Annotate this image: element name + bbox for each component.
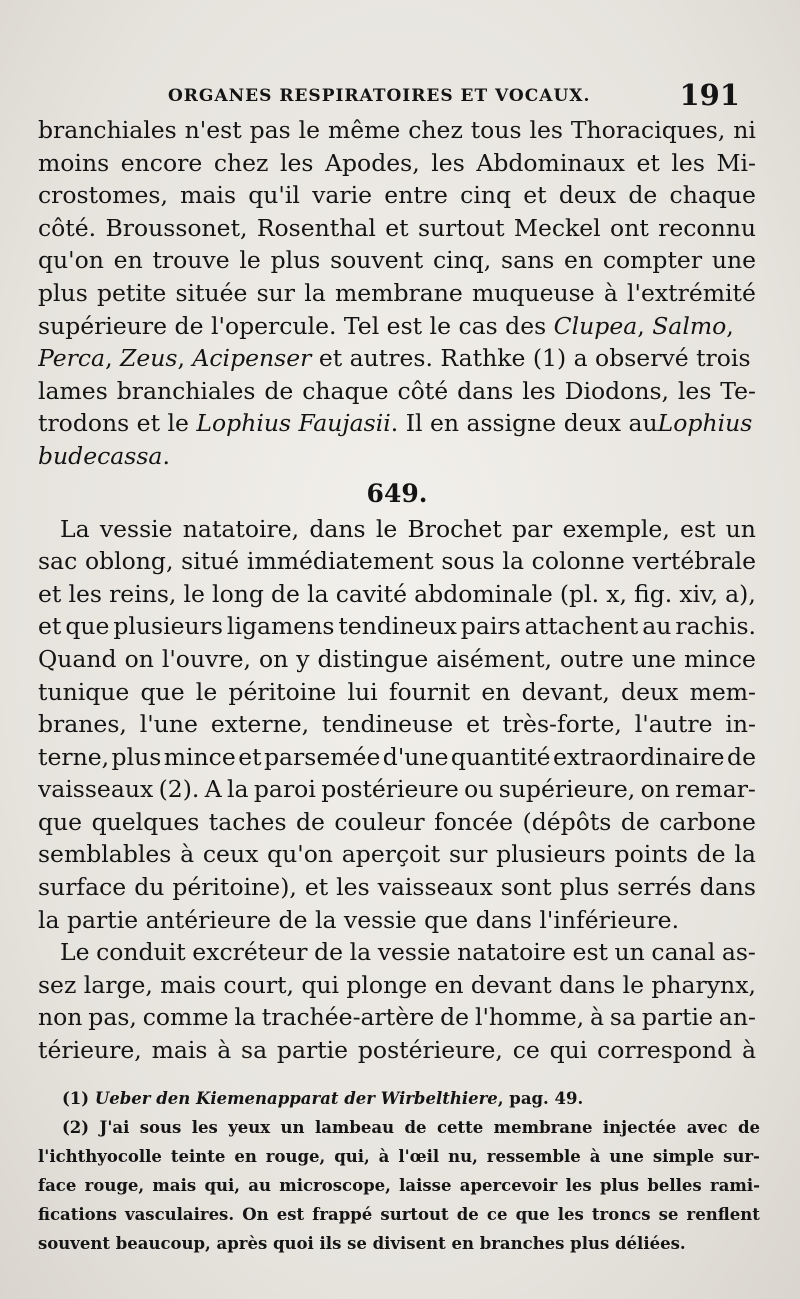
text-line: térieure, mais à sa partie postérieure, ce qui correspond à xyxy=(38,1036,756,1065)
text-line: plus petite située sur la membrane muqueuse à l'extrémité xyxy=(38,278,756,307)
text-line: côté. Broussonet, Rosenthal et surtout Meckel ont reconnu xyxy=(38,213,756,242)
footnotes xyxy=(38,1084,760,1258)
text-line: terne, plus mince et parsemée d'une quantité extraordinaire de xyxy=(38,742,756,771)
text-line: Le conduit excréteur de la vessie natatoire est un canal as- xyxy=(60,938,756,967)
text-line: qu'on en trouve le plus souvent cinq, sans en compter une xyxy=(38,246,756,275)
text-line: Perca , Zeus , Acipenser et autres. Rathke (1) a observé trois xyxy=(38,344,751,373)
text-line: sez large, mais court, qui plonge en devant dans le pharynx, xyxy=(38,970,756,999)
text-line: semblables à ceux qu'on aperçoit sur plusieurs points de la xyxy=(38,840,756,869)
running-head xyxy=(40,78,740,114)
text-line: trodons et le Lophius Faujasii . Il en assigne deux au Lophius xyxy=(38,409,753,438)
text-line: et que plusieurs ligamens tendineux pairs attachent au rachis. xyxy=(38,612,756,641)
footnote-1: (1) Ueber den Kiemenapparat der Wirbelthiere , pag. 49. xyxy=(62,1089,584,1108)
page-number: 191 xyxy=(679,78,740,112)
footnote-2-line: (2) J'ai sous les yeux un lambeau de cette membrane injectée avec de xyxy=(62,1118,760,1137)
text-line: et les reins, le long de la cavité abdominale (pl. x, fig. xiv, a), xyxy=(38,579,756,608)
text-line: moins encore chez les Apodes, les Abdominaux et les Mi- xyxy=(38,148,756,177)
text-line: supérieure de l'opercule. Tel est le cas des Clupea , Salmo , xyxy=(38,311,734,340)
text-line: branchiales n'est pas le même chez tous les Thoraciques, ni xyxy=(38,116,756,144)
text-line: branes, l'une externe, tendineuse et très-forte, l'autre in- xyxy=(38,710,756,739)
text-line: non pas, comme la trachée-artère de l'homme, à sa partie an- xyxy=(38,1003,756,1032)
footnote-2-line: l'ichthyocolle teinte en rouge, qui, à l'œil nu, ressemble à une simple sur- xyxy=(38,1147,760,1166)
text-line: lames branchiales de chaque côté dans les Diodons, les Te- xyxy=(38,376,756,405)
text-line: tunique que le péritoine lui fournit en devant, deux mem- xyxy=(38,677,756,706)
text-line: que quelques taches de couleur foncée (dépôts de carbone xyxy=(38,807,756,836)
section-number: 649. xyxy=(366,478,428,508)
footnote-2-line: face rouge, mais qui, au microscope, laisse apercevoir les plus belles rami- xyxy=(38,1176,760,1195)
body-text xyxy=(38,114,756,1067)
text-line: crostomes, mais qu'il varie entre cinq et deux de chaque xyxy=(38,181,756,210)
text-line: la partie antérieure de la vessie que dans l'inférieure. xyxy=(38,905,680,934)
footnote-2-line: souvent beaucoup, après quoi ils se divisent en branches plus déliées. xyxy=(38,1234,686,1253)
footnote-2-line: fications vasculaires. On est frappé surtout de ce que les troncs se renflent xyxy=(38,1205,760,1224)
running-title: ORGANES RESPIRATOIRES ET VOCAUX. xyxy=(168,86,591,106)
text-line: budecassa . xyxy=(38,441,170,470)
text-line: Quand on l'ouvre, on y distingue aisément, outre une mince xyxy=(38,644,756,673)
text-line: surface du péritoine), et les vaisseaux sont plus serrés dans xyxy=(38,873,756,902)
text-line: vaisseaux (2). A la paroi postérieure ou supérieure, on remar- xyxy=(38,775,756,804)
text-line: La vessie natatoire, dans le Brochet par exemple, est un xyxy=(60,514,756,543)
text-line: sac oblong, situé immédiatement sous la colonne vertébrale xyxy=(38,547,756,576)
